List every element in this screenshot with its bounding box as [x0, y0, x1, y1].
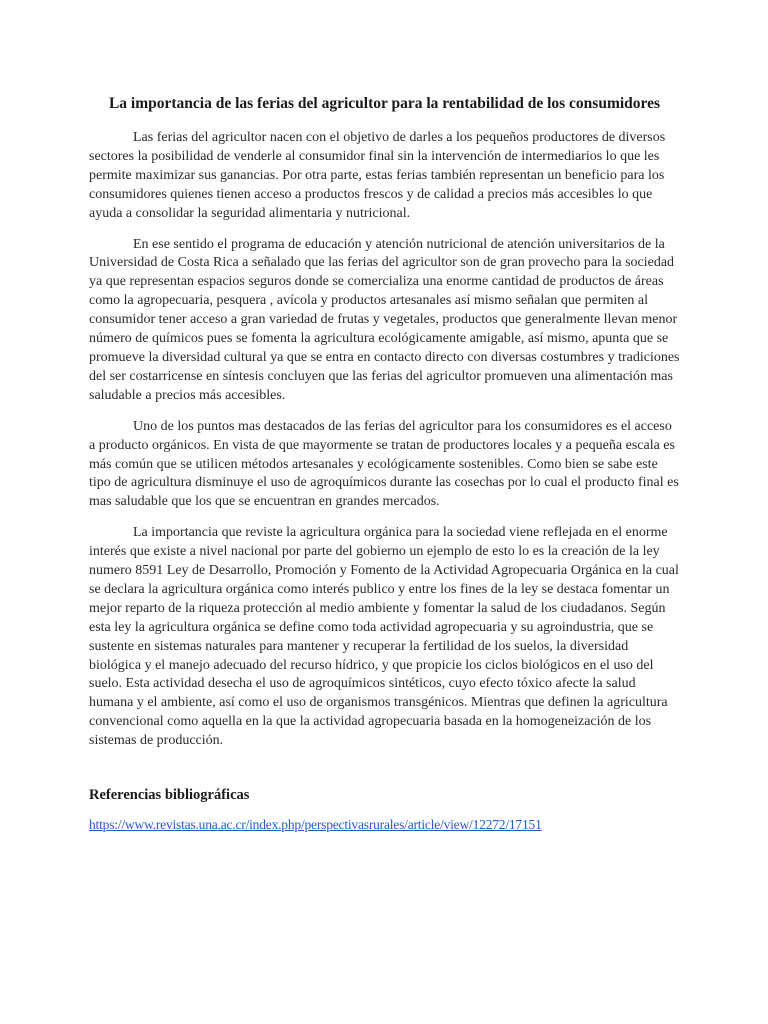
paragraph-2: En ese sentido el programa de educación y atención nutricional de atención universitarios de la Universidad de Costa Rica a señalado que las ferias del agricultor son de gran provecho para la sociedad ya que representan espacios seguros donde se comercializa una enorme cantidad de productos de áreas como la agropecuaria, pesquera , avícola y productos artesanales así mismo señalan que permiten al consumidor tener acceso a gran variedad de frutas y vegetales, productos que generalmente llevan menor número de químicos pues se fomenta la agricultura ecológicamente amigable, así mismo, apunta que se promueve la diversidad cultural ya que se entra en contacto directo con diversas costumbres y tradiciones del ser costarricense en síntesis concluyen que las ferias del agricultor promueven una alimentación mas saludable a precios más accesibles.	[89, 236, 680, 403]
reference-link[interactable]: https://www.revistas.una.ac.cr/index.php/perspectivasrurales/article/view/12272/17151	[89, 817, 542, 833]
references-heading: Referencias bibliográficas	[89, 787, 250, 804]
paragraph-4: La importancia que reviste la agricultura orgánica para la sociedad viene reflejada en el enorme interés que existe a nivel nacional por parte del gobierno un ejemplo de esto lo es la creación de la ley numero 8591 Ley de Desarrollo, Promoción y Fomento de la Actividad Agropecuaria Orgánica en la cual se declara la agricultura orgánica como interés publico y entre los fines de la ley se destaca fomentar un mejor reparto de la riqueza protección al medio ambiente y fomentar la salud de los ciudadanos. Según esta ley la agricultura orgánica se define como toda actividad agropecuaria y su agroindustria, que se sustente en sistemas naturales para mantener y recuperar la fertilidad de los suelos, la diversidad biológica y el manejo adecuado del recurso hídrico, y que propicie los ciclos biológicos en el uso del suelo. Esta actividad desecha el uso de agroquímicos sintéticos, cuyo efecto tóxico afecte la salud humana y el ambiente, así como el uso de organismos transgénicos. Mientras que definen la agricultura convencional como aquella en la que la actividad agropecuaria basada en la homogeneización de los sistemas de producción.	[89, 525, 679, 749]
paragraph-1: Las ferias del agricultor nacen con el objetivo de darles a los pequeños productores de diversos sectores la posibilidad de venderle al consumidor final sin la intervención de intermediarios lo que les permite maximizar sus ganancias. Por otra parte, estas ferias también representan un beneficio para los consumidores quienes tienen acceso a productos frescos y de calidad a precios más accesibles lo que ayuda a consolidar la seguridad alimentaria y nutricional.	[89, 130, 666, 221]
document-title: La importancia de las ferias del agricultor para la rentabilidad de los consumidores	[108, 95, 661, 112]
document-body	[89, 93, 680, 835]
paragraph-3: Uno de los puntos mas destacados de las ferias del agricultor para los consumidores es el acceso a producto orgánicos. En vista de que mayormente se tratan de productores locales y a pequeña escala es más común que se utilicen métodos artesanales y ecológicamente sostenibles. Como bien se sabe este tipo de agricultura disminuye el uso de agroquímicos durante las cosechas por lo cual el producto final es mas saludable que los que se encuentran en grandes mercados.	[89, 418, 679, 510]
